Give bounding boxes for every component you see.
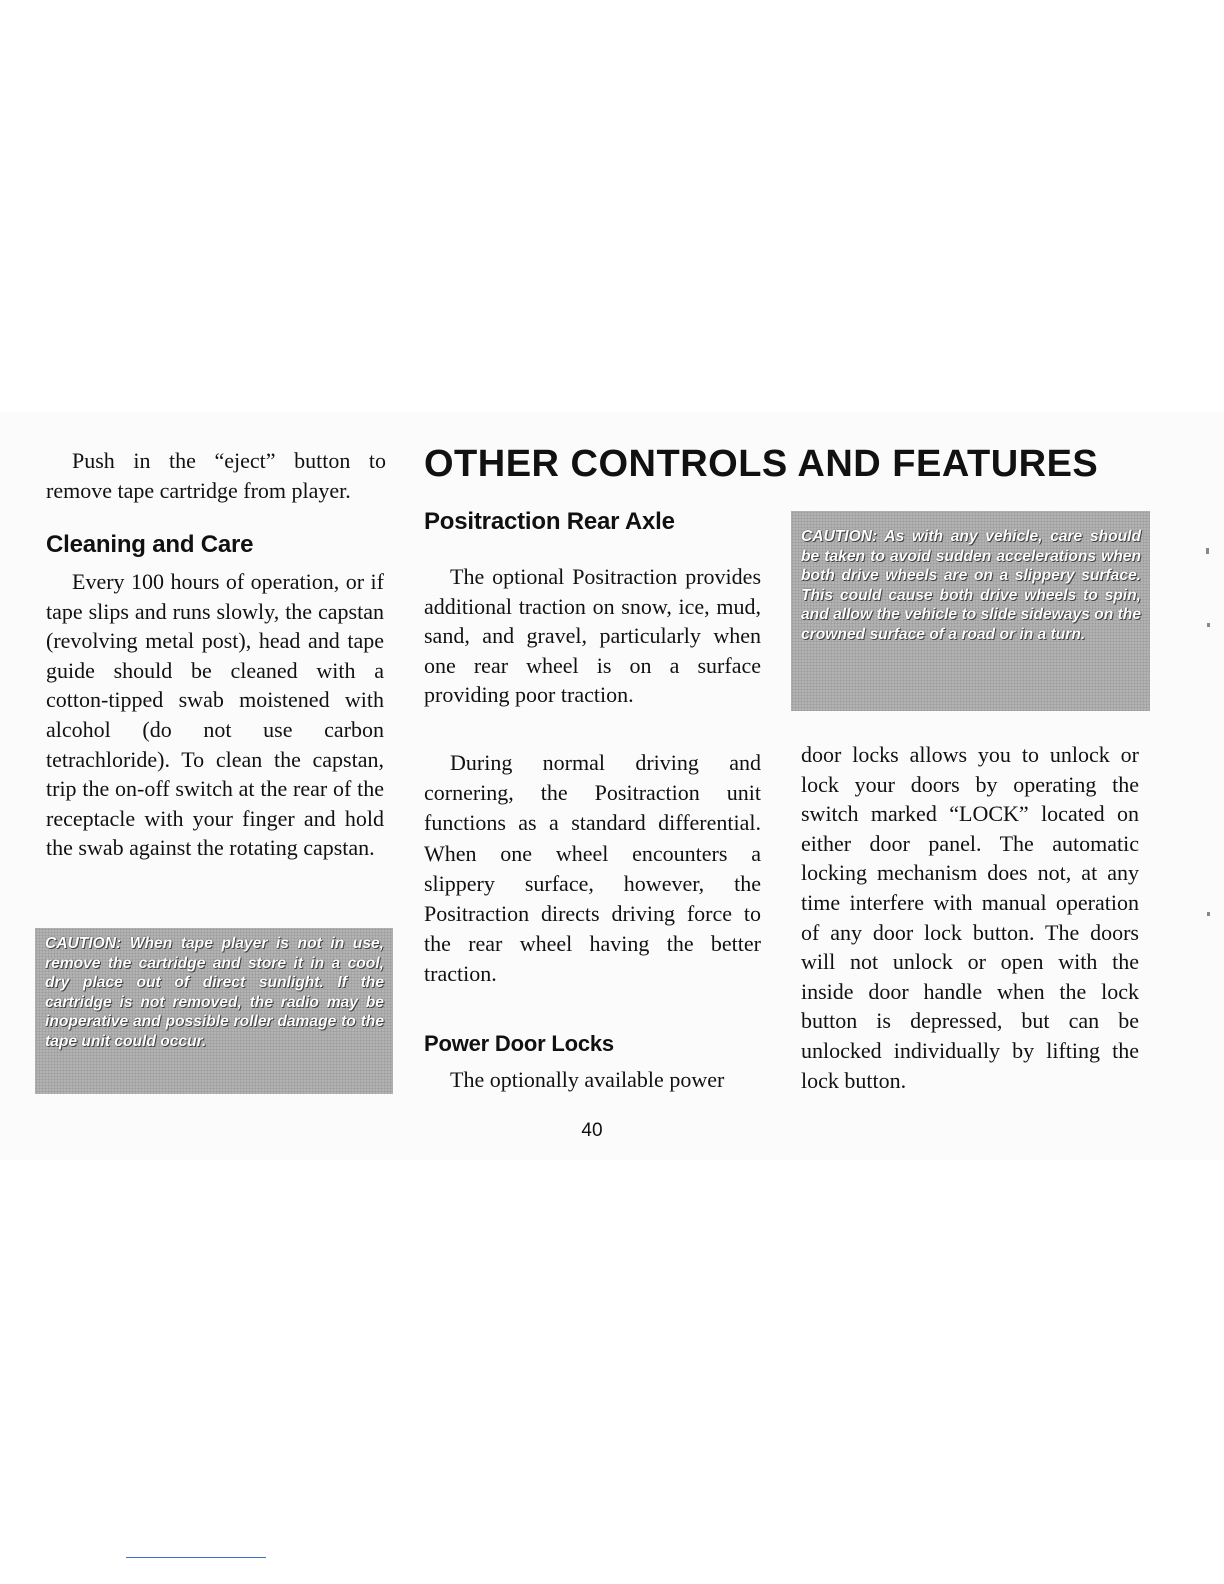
section-title: OTHER CONTROLS AND FEATURES <box>424 443 1099 485</box>
positraction-paragraph-1: The optional Positraction provides additional traction on snow, ice, mud, sand, and gravel, particularly when one rear wheel is on a surface providing poor traction. <box>424 564 761 708</box>
power-door-locks-heading: Power Door Locks <box>424 1031 614 1056</box>
power-door-locks-paragraph-start: The optionally available power <box>450 1067 725 1092</box>
cleaning-and-care-heading: Cleaning and Care <box>46 531 254 558</box>
positraction-paragraph-2: During normal driving and cornering, the Positraction unit functions as a standard differential. When one wheel encounters a slippery surface, however, the Positraction directs driving force to the rear wheel having the better traction. <box>424 750 761 987</box>
scan-speck <box>1206 548 1209 554</box>
power-door-locks-paragraph-continued: door locks allows you to unlock or lock your doors by operating the switch marked “LOCK” located on either door panel. The automatic locking mechanism does not, at any time interfere with manual operation of any door lock button. The doors will not unlock or open with the inside door handle when the lock button is depressed, but can be unlocked individually by lifting the lock button. <box>801 742 1139 1093</box>
acceleration-caution-box: CAUTION: As with any vehicle, care should be taken to avoid sudden accelerations when both drive wheels are on a slippery surface. This could cause both drive wheels to spin, and allow the vehicle to slide sideways on the crowned surface of a road or in a turn. <box>791 511 1150 711</box>
tape-player-caution-box: CAUTION: When tape player is not in use, remove the cartridge and store it in a cool, dry place out of direct sunlight. If the cartridge is not removed, the radio may be inoperative and possible roller damage to the tape unit could occur. <box>35 928 393 1094</box>
scan-speck <box>1207 912 1210 916</box>
page-number: 40 <box>581 1120 603 1141</box>
eject-instruction-paragraph: Push in the “eject” button to remove tape cartridge from player. <box>46 448 386 503</box>
scan-speck <box>1207 623 1210 627</box>
cleaning-and-care-paragraph: Every 100 hours of operation, or if tape slips and runs slowly, the capstan (revolving metal post), head and tape guide should be cleaned with a cotton-tipped swab moistened with alcohol (do not use carbon tetrachloride). To clean the capstan, trip the on-off switch at the rear of the receptacle with your finger and hold the swab against the rotating capstan. <box>46 569 384 861</box>
positraction-heading: Positraction Rear Axle <box>424 508 675 535</box>
footnote-rule <box>126 1557 266 1558</box>
